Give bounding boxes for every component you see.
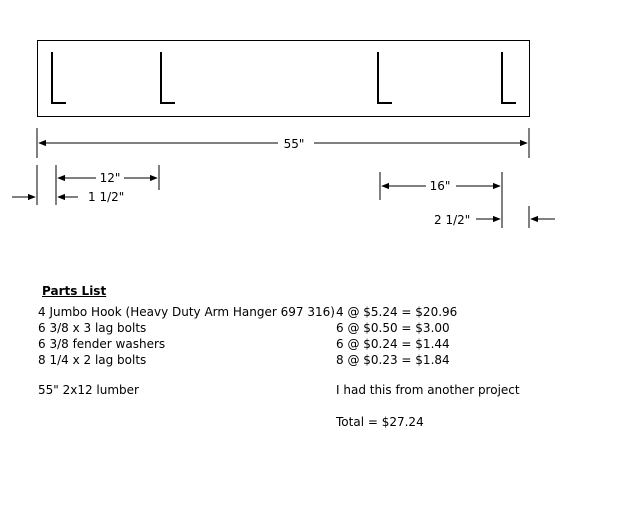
dim-12-label: 12": [99, 171, 121, 185]
lumber-item: 55" 2x12 lumber: [38, 383, 139, 397]
price-line: 8 @ $0.23 = $1.84: [336, 353, 450, 367]
dim-16-label: 16": [429, 179, 451, 193]
dim-1-5-label: 1 1/2": [88, 190, 125, 204]
hook-2-icon: [161, 52, 175, 103]
parts-list-title: Parts List: [42, 284, 107, 298]
list-item: 6 3/8 x 3 lag bolts: [38, 321, 147, 335]
hook-1-icon: [52, 52, 66, 103]
hook-3-icon: [378, 52, 392, 103]
parts-list-items: [38, 304, 335, 398]
dim-55-label: 55": [283, 137, 305, 151]
price-line: 4 @ $5.24 = $20.96: [336, 305, 458, 319]
total-cost: Total = $27.24: [336, 415, 424, 429]
price-line: 6 @ $0.24 = $1.44: [336, 337, 450, 351]
list-item: 4 Jumbo Hook (Heavy Duty Arm Hanger 697 316): [38, 305, 335, 319]
lumber-note: I had this from another project: [336, 383, 520, 397]
list-item: 8 1/4 x 2 lag bolts: [38, 353, 147, 367]
dim-2-5-label: 2 1/2": [434, 213, 471, 227]
hook-4-icon: [502, 52, 516, 103]
price-line: 6 @ $0.50 = $3.00: [336, 321, 450, 335]
lumber-board: [38, 41, 530, 117]
list-item: 6 3/8 fender washers: [38, 337, 166, 351]
parts-price-list: [336, 304, 520, 430]
